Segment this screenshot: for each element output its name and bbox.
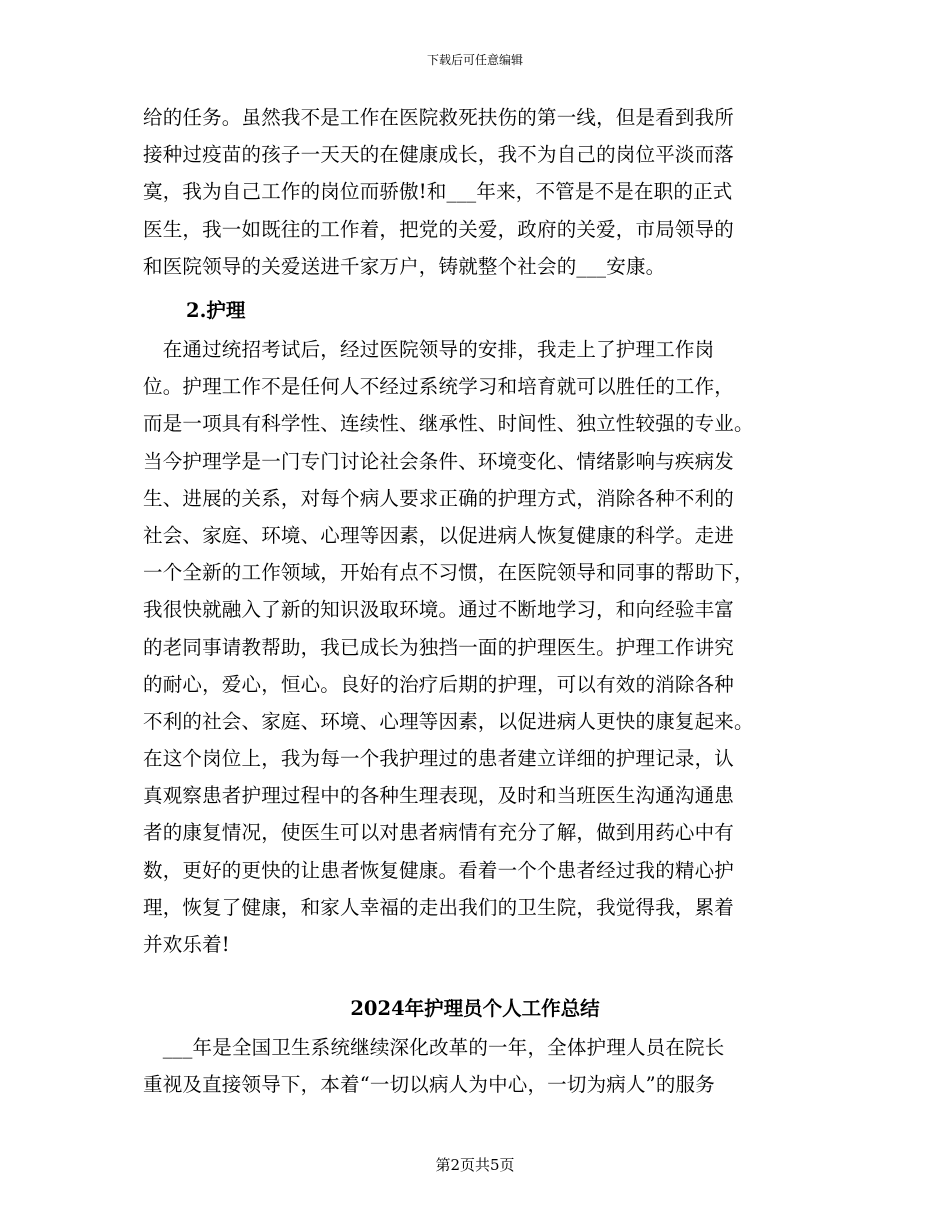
paragraph-line: 社会、家庭、环境、心理等因素，以促进病人恢复健康的科学。走进 bbox=[143, 523, 735, 547]
document-title: 2024年护理员个人工作总结 bbox=[350, 997, 600, 1020]
paragraph-line: 和医院领导的关爱送进千家万户，铸就整个社会的___安康。 bbox=[143, 254, 666, 278]
paragraph-line: 当今护理学是一门专门讨论社会条件、环境变化、情绪影响与疾病发 bbox=[143, 449, 735, 473]
paragraph-line: 数，更好的更快的让患者恢复健康。看着一个个患者经过我的精心护 bbox=[143, 858, 735, 882]
paragraph-line: 给的任务。虽然我不是工作在医院救死扶伤的第一线，但是看到我所 bbox=[143, 106, 735, 129]
paragraph-top bbox=[143, 99, 809, 285]
paragraph-line: 我很快就融入了新的知识汲取环境。通过不断地学习，和向经验丰富 bbox=[143, 598, 735, 622]
page-number-footer: 第2页共5页 bbox=[435, 1156, 515, 1174]
paragraph-line: 在这个岗位上，我为每一个我护理过的患者建立详细的护理记录，认 bbox=[143, 747, 735, 771]
paragraph-line: 的耐心，爱心，恒心。良好的治疗后期的护理，可以有效的消除各种 bbox=[143, 672, 735, 696]
paragraph-line: 的老同事请教帮助，我已成长为独挡一面的护理医生。护理工作讲究 bbox=[143, 635, 735, 659]
paragraph-line: 并欢乐着! bbox=[143, 933, 230, 956]
paragraph-line: 不利的社会、家庭、环境、心理等因素，以促进病人更快的康复起来。 bbox=[143, 709, 754, 733]
page-header: 下载后可任意编辑 bbox=[426, 53, 523, 67]
paragraph-nursing bbox=[143, 331, 809, 963]
paragraph-line: 接种过疫苗的孩子一天天的在健康成长，我不为自己的岗位平淡而落 bbox=[143, 143, 735, 167]
paragraph-summary bbox=[143, 1029, 809, 1103]
paragraph-line: 重视及直接领导下，本着“一切以病人为中心，一切为病人”的服务 bbox=[143, 1073, 715, 1097]
paragraph-line: 者的康复情况，使医生可以对患者病情有充分了解，做到用药心中有 bbox=[143, 821, 735, 845]
paragraph-line: 一个全新的工作领域，开始有点不习惯，在医院领导和同事的帮助下， bbox=[143, 561, 754, 585]
paragraph-line: 位。护理工作不是任何人不经过系统学习和培育就可以胜任的工作， bbox=[143, 375, 735, 399]
paragraph-line: 真观察患者护理过程中的各种生理表现，及时和当班医生沟通沟通患 bbox=[143, 784, 735, 808]
paragraph-line: ___年是全国卫生系统继续深化改革的一年，全体护理人员在院长 bbox=[143, 1036, 725, 1059]
paragraph-line: 而是一项具有科学性、连续性、继承性、时间性、独立性较强的专业。 bbox=[143, 412, 754, 436]
section-heading-nursing: 2.护理 bbox=[186, 299, 246, 322]
paragraph-line: 医生，我一如既往的工作着，把党的关爱，政府的关爱，市局领导的 bbox=[143, 217, 735, 241]
paragraph-line: 理，恢复了健康，和家人幸福的走出我们的卫生院，我觉得我，累着 bbox=[143, 895, 735, 919]
paragraph-line: 生、进展的关系，对每个病人要求正确的护理方式，消除各种不利的 bbox=[143, 486, 735, 510]
paragraph-line: 寞，我为自己工作的岗位而骄傲!和___年来，不管是不是在职的正式 bbox=[143, 180, 733, 204]
paragraph-line: 在通过统招考试后，经过医院领导的安排，我走上了护理工作岗 bbox=[143, 338, 715, 361]
